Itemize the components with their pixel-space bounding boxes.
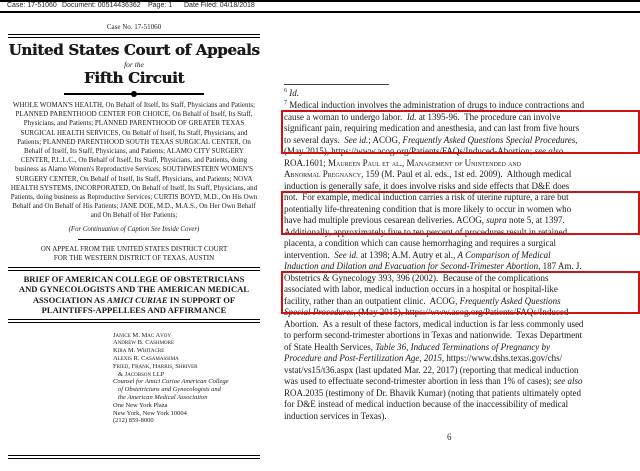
caption-continuation-note: (For Continuation of Caption See Inside Cover): [68, 225, 200, 233]
text-segment: ROA.2035 (testimony of Dr. Bhavik Kumar) (noting that patients ultimately opted: [284, 387, 581, 398]
brief-title: [14, 274, 254, 316]
footnote-line: [284, 399, 638, 411]
footnote-line: [284, 284, 638, 296]
text-segment: associated with labor, medical induction occurs in a hospital or hospital-like: [284, 284, 558, 294]
counsel-line: Fried, Frank, Harris, Shriver: [113, 362, 198, 370]
footnote-line: [284, 100, 638, 112]
text-segment: Maureen Paul et al.: [328, 157, 403, 168]
double-rule: [8, 267, 260, 271]
text-segment: ROA.1601;: [284, 157, 329, 168]
footnote-line: [284, 123, 638, 135]
footnote-line: [284, 227, 638, 239]
case-number: Case No. 17-51060: [106, 23, 162, 31]
footnote-line: [284, 388, 638, 400]
appeal-line-1: ON APPEAL FROM THE UNITED STATES DISTRICT COURT: [40, 244, 228, 253]
text-segment: Id.: [289, 88, 299, 98]
text-segment: was used to effectuate second-trimester abortion in less than 1% of cases);: [284, 376, 554, 386]
text-segment: , https://www.dshs.texas.gov/chs/: [441, 353, 563, 363]
stamp-bottom-rule: [0, 11, 640, 13]
counsel-line: & Jacobson LLP: [118, 370, 165, 378]
text-segment: note 5, at 1397.: [506, 215, 565, 225]
text-segment: See id.: [344, 134, 369, 145]
brief-title-italic: AMICI CURIAE: [107, 294, 168, 305]
text-segment: placenta, a condition which can cause hemorrhaging and requires a surgical: [284, 238, 556, 248]
footnote-line: [284, 376, 638, 388]
counsel-line: One New York Plaza: [113, 401, 168, 409]
text-segment: cause a woman to undergo labor.: [284, 111, 407, 122]
footnote-line: [284, 365, 638, 377]
footnote-line: [284, 112, 638, 124]
text-segment: of State Health Services,: [284, 341, 376, 352]
footnote-line: [284, 353, 638, 365]
text-segment: vstat/vs15/t36.aspx (last updated Mar. 22, 2017) (reporting that medical induction: [284, 364, 579, 375]
counsel-block: [113, 332, 260, 426]
short-rule: [78, 239, 190, 240]
text-segment: ,: [402, 157, 407, 168]
footnote-line: [284, 342, 638, 354]
footnote-line: [284, 250, 638, 262]
text-segment: induction is generally safe, it does involve risks and side effects that D&E does: [284, 180, 570, 191]
text-segment: Abnormal Pregnancy: [284, 169, 362, 179]
counsel-line: (212) 859-8000: [113, 417, 154, 425]
stamp-field: Page: 1: [148, 2, 173, 9]
double-rule: [8, 319, 260, 323]
court-name: United States Court of Appeals: [8, 41, 260, 59]
text-segment: potentially life-threatening condition that is more likely to occur in women who: [284, 203, 572, 214]
text-segment: not. For example, medical induction carries a risk of uterine rupture, a rare but: [284, 192, 569, 202]
footnote-line: [284, 135, 638, 147]
text-segment: Abortion. As a result of these factors, medical induction is far less commonly used: [284, 318, 584, 329]
footnote-line: [284, 146, 638, 158]
court-circuit: Fifth Circuit: [83, 69, 185, 87]
cover-page: [8, 17, 260, 425]
counsel-line: Alexis R. Casamassima: [113, 355, 179, 363]
stamp-field: Case: 17-51060: [7, 2, 57, 9]
text-segment: A Comparison of Medical: [457, 249, 551, 260]
stamp-field: Date Filed: 04/18/2018: [184, 2, 255, 9]
text-segment: Frequently Asked Questions: [459, 295, 561, 306]
text-segment: see also: [534, 146, 564, 156]
text-segment: supra: [486, 215, 507, 225]
text-segment: Medical induction involves the administration of drugs to induce contractions and: [287, 100, 585, 110]
footnote-line: [284, 204, 638, 216]
text-segment: induction services in Texas).: [284, 410, 387, 421]
text-segment: 6: [284, 88, 287, 94]
text-segment: (May 2015), https://www.acog.org/Patients/FAQs/Induced-Abortion;: [284, 146, 535, 156]
text-segment: significant pain, requiring medication and anesthesia, and can last from five hours: [284, 123, 580, 133]
text-segment: Induction and Dilation and Evacuation for Second-Trimester Abortion: [284, 261, 539, 271]
footnote-line: [284, 192, 638, 204]
footnote-line: [284, 158, 638, 170]
court-for-the: for the: [124, 60, 144, 69]
text-segment: to several days.: [284, 134, 345, 145]
text-segment: Obstetrics & Gynecology 393, 396 (2002). Because of the complications: [284, 272, 549, 283]
footnote-line: [284, 261, 638, 273]
text-segment: see also: [553, 376, 583, 386]
text-segment: have had multiple previous cesarean deliveries. ACOG,: [284, 215, 487, 225]
footnote-line: [284, 273, 638, 285]
counsel-line: Andrew B. Cashmore: [113, 339, 175, 347]
footnote-line: [284, 319, 638, 331]
text-segment: facility, rather than an outpatient clinic. ACOG,: [284, 295, 460, 306]
appeal-line-2: FOR THE WESTERN DISTRICT OF TEXAS, AUSTIN: [53, 254, 215, 263]
party-caption: WHOLE WOMAN'S HEALTH, On Behalf of Itself, Its Staff, Physicians and Patients; PLANNED PARENTHOOD CENTER FOR CHOICE, On Behalf of Itself, Its Staff, Physicians, and Patients; PLANNED PARENTHOOD OF GREATER TEXAS SURGICAL HEALTH SERVICES, On Behalf of Itself, Its Staff, Physicians, and Patients; PLANNED PARENTHOOD SOUTH TEXAS SURGICAL CENTER, On Behalf of Itself, Its Staff, Physicians, and Patients; ALAMO CITY SURGERY CENTER, P.L.L.C., On Behalf of Itself, Its Staff, Physicians, and Patients, doing business as Alamo Women's Reproductive Services; SOUTHWESTERN WOMEN'S SURGERY CENTER, On Behalf of Itself, Its Staff, Physicians, and Patients; NOVA HEALTH SYSTEMS, INCORPORATED, On Behalf of Itself, Its Staff, Physicians, and Patients, doing business as Reproductive Services; CURTIS BOYD, M.D., On His Own Behalf and On Behalf of His Patients; JANE DOE, M.D., M.A.S., On Her Own Behalf and On Behalf of Her Patients;: [10, 101, 258, 220]
text-segment: Table 36, Induced Terminations of Pregnancy by: [375, 341, 550, 352]
footnote-line: [284, 169, 638, 181]
footnote-7: [284, 100, 638, 422]
footnote-separator: [284, 84, 389, 85]
stamp-fields: [0, 2, 640, 11]
double-rule: [8, 34, 260, 38]
text-segment: See id.: [334, 249, 359, 260]
footnote-line: [284, 307, 638, 319]
text-segment: , 159 (M. Paul et al. eds., 1st ed. 2009). Although medical: [361, 169, 572, 179]
text-segment: ; ACOG,: [368, 134, 403, 145]
footnote-line: [284, 330, 638, 342]
text-segment: Special Procedures: [284, 307, 354, 317]
text-segment: Additionally, approximately five to ten percent of procedures result in retained: [284, 226, 568, 237]
text-segment: Id.: [406, 111, 417, 122]
brief-title-text: IN SUPPORT OF PLAINTIFFS-APPELLEES AND AFFIRMANCE: [41, 294, 236, 316]
brief-title-text: BRIEF OF AMERICAN COLLEGE OF OBSTETRICIANS AND GYNECOLOGISTS AND THE AMERICAN MEDICAL ASSOCIATION AS: [18, 273, 250, 305]
footnote-line: [284, 296, 638, 308]
counsel-line: Janice M. Mac Avoy: [113, 331, 171, 339]
counsel-line: the American Medical Association: [118, 394, 208, 402]
footnote-line: [284, 411, 638, 423]
text-segment: at 1398; A.M. Autry et al.,: [358, 249, 458, 260]
text-segment: Procedure and Post-Fertilization Age, 2015: [284, 353, 442, 363]
footnote-line: [284, 238, 638, 250]
text-segment: 7: [284, 100, 287, 106]
counsel-line: New York, New York 10004: [113, 409, 187, 417]
text-segment: , 187 Am. J.: [538, 261, 582, 271]
page-number: 6: [447, 432, 452, 442]
appeal-origin: [8, 245, 260, 264]
text-segment: , (May 2015), https://www.acog.org/Patients/FAQs/Induced-: [353, 307, 572, 317]
text-segment: intervention.: [284, 249, 335, 260]
cover-bottom-rule: [8, 455, 260, 459]
counsel-line: of Obstetricians and Gynecologists and: [118, 386, 221, 394]
counsel-line: Kira M. Whitacre: [113, 347, 165, 355]
footnote-6: [284, 88, 299, 98]
text-segment: for D&E instead of medical induction because of the inaccessibility of medical: [284, 399, 569, 409]
footnote-line: [284, 181, 638, 193]
decorative-divider: [64, 93, 204, 95]
text-segment: to perform second-trimester abortions in Texas and nationwide. Texas Department: [284, 330, 583, 340]
text-segment: ,: [575, 134, 578, 145]
text-segment: Management of Unintended and: [406, 157, 522, 168]
footnote-line: [284, 215, 638, 227]
text-segment: at 1395-96. The procedure can involve: [416, 111, 561, 122]
text-segment: Frequently Asked Questions Special Procedures: [402, 134, 576, 145]
stamp-field: Document: 00514436362: [62, 2, 141, 9]
counsel-line: Counsel for Amici Curiae American College: [113, 378, 229, 386]
